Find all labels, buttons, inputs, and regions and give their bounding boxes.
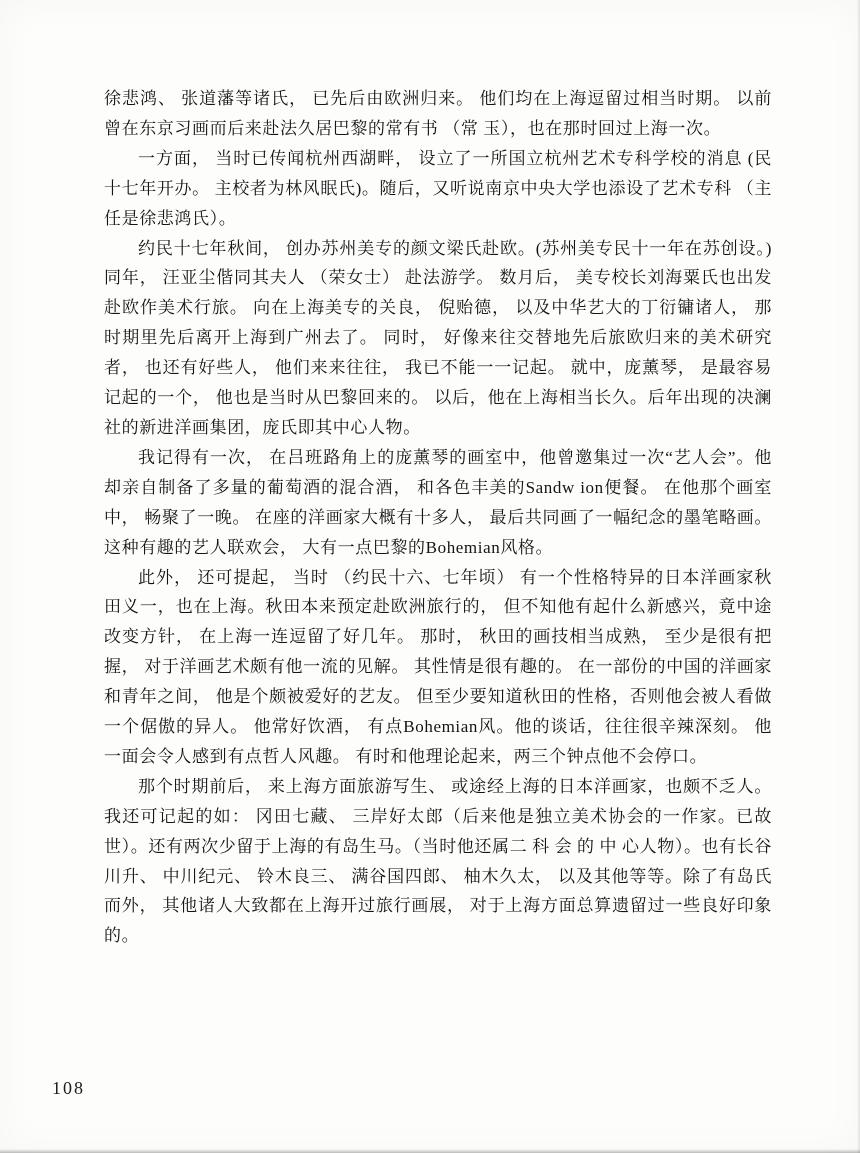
paragraph: 徐悲鸿、 张道藩等诸氏， 已先后由欧洲归来。 他们均在上海逗留过相当时期。 以前曾在东京习画而后来赴法久居巴黎的常有书 （常 玉），也在那时回过上海一次。 bbox=[104, 89, 772, 138]
paragraph: 我记得有一次， 在吕班路角上的庞薰琴的画室中，他曾邀集过一次“艺人会”。他却亲自制备了多量的葡萄酒的混合酒， 和各色丰美的Sandw ion便餐。 在他那个画室中， 畅聚了一晚。 在座的洋画家大概有十多人， 最后共同画了一幅纪念的墨笔略画。 这种有趣的艺人联欢会， 大有一点巴黎的Bohemian风格。 bbox=[104, 447, 772, 557]
page-number: 108 bbox=[52, 1078, 85, 1098]
body-text bbox=[104, 84, 772, 951]
paragraph: 那个时期前后， 来上海方面旅游写生、 或途经上海的日本洋画家，也颇不乏人。 我还可记起的如： 冈田七藏、 三岸好太郎（后来他是独立美术协会的一作家。已故世）。还有两次少留于上海的有岛生马。（当时他还属二 科 会 的 中 心人物）。也有长谷川升、 中川纪元、 铃木良三、 满谷国四郎、 柚木久太， 以及其他等等。除了有岛氏而外， 其他诸人大致都在上海开过旅行画展， 对于上海方面总算遗留过一些良好印象的。 bbox=[104, 776, 772, 946]
paragraph: 一方面， 当时已传闻杭州西湖畔， 设立了一所国立杭州艺术专科学校的消息 (民十七年开办。 主校者为林风眠氏)。随后，又听说南京中央大学也添设了艺术专科 （主任是徐悲鸿氏）。 bbox=[104, 148, 772, 228]
paragraph: 此外， 还可提起， 当时 （约民十六、七年顷） 有一个性格特异的日本洋画家秋田义一，也在上海。秋田本来预定赴欧洲旅行的， 但不知他有起什么新感兴，竟中途改变方针， 在上海一连逗留了好几年。 那时， 秋田的画技相当成熟， 至少是很有把握， 对于洋画艺术颇有他一流的见解。 其性情是很有趣的。 在一部份的中国的洋画家和青年之间， 他是个颇被爱好的艺友。 但至少要知道秋田的性格，否则他会被人看做一个倨傲的异人。 他常好饮酒， 有点Bohemian风。他的谈话，往往很辛辣深刻。 他一面会令人感到有点哲人风趣。 有时和他理论起来，两三个钟点他不会停口。 bbox=[104, 567, 772, 766]
paragraph: 约民十七年秋间， 创办苏州美专的颜文梁氏赴欧。(苏州美专民十一年在苏创设。)同年， 汪亚尘偕同其夫人 （荣女士） 赴法游学。 数月后， 美专校长刘海粟氏也出发赴欧作美术行旅。 向在上海美专的关良， 倪贻德， 以及中华艺大的丁衍镛诸人， 那时期里先后离开上海到广州去了。 同时， 好像来往交替地先后旅欧归来的美术研究者， 也还有好些人， 他们来来往往， 我已不能一一记起。 就中，庞薰琴， 是最容易记起的一个， 他也是当时从巴黎回来的。 以后，他在上海相当长久。后年出现的决澜社的新进洋画集团，庞氏即其中心人物。 bbox=[104, 238, 772, 437]
